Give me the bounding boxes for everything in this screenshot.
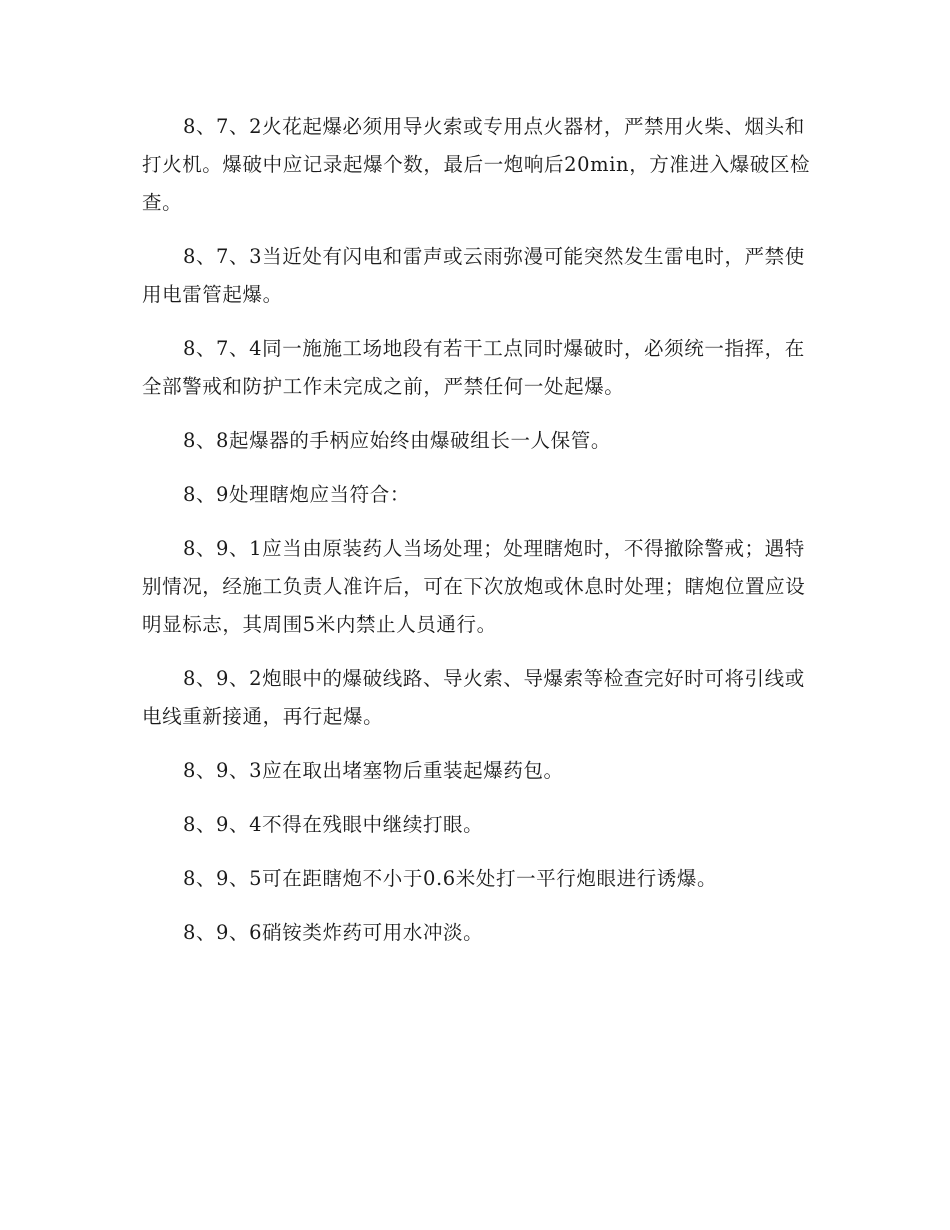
paragraph-8-7-3: 8、7、3当近处有闪电和雷声或云雨弥漫可能突然发生雷电时，严禁使用电雷管起爆。 xyxy=(142,245,805,306)
paragraph-8-9-4: 8、9、4不得在残眼中继续打眼。 xyxy=(182,813,484,836)
document-body xyxy=(142,108,812,968)
paragraph-8-9-2: 8、9、2炮眼中的爆破线路、导火索、导爆索等检查完好时可将引线或电线重新接通，再行起爆。 xyxy=(142,667,805,728)
paragraph-8-8: 8、8起爆器的手柄应始终由爆破组长一人保管。 xyxy=(182,429,611,452)
paragraph-8-9-6: 8、9、6硝铵类炸药可用水冲淡。 xyxy=(182,921,484,944)
paragraph-8-7-4: 8、7、4同一施施工场地段有若干工点同时爆破时，必须统一指挥，在全部警戒和防护工作未完成之前，严禁任何一处起爆。 xyxy=(142,337,805,398)
paragraph-8-9-3: 8、9、3应在取出堵塞物后重装起爆药包。 xyxy=(182,759,564,782)
paragraph-8-9: 8、9处理瞎炮应当符合： xyxy=(182,483,410,506)
paragraph-8-9-1: 8、9、1应当由原装药人当场处理；处理瞎炮时，不得撤除警戒；遇特别情况，经施工负责人准许后，可在下次放炮或休息时处理；瞎炮位置应设明显标志，其周围5米内禁止人员通行。 xyxy=(142,537,806,636)
paragraph-8-7-2: 8、7、2火花起爆必须用导火索或专用点火器材，严禁用火柴、烟头和打火机。爆破中应记录起爆个数，最后一炮响后20min，方准进入爆破区检查。 xyxy=(142,115,811,214)
paragraph-8-9-5: 8、9、5可在距瞎炮不小于0.6米处打一平行炮眼进行诱爆。 xyxy=(182,867,718,890)
